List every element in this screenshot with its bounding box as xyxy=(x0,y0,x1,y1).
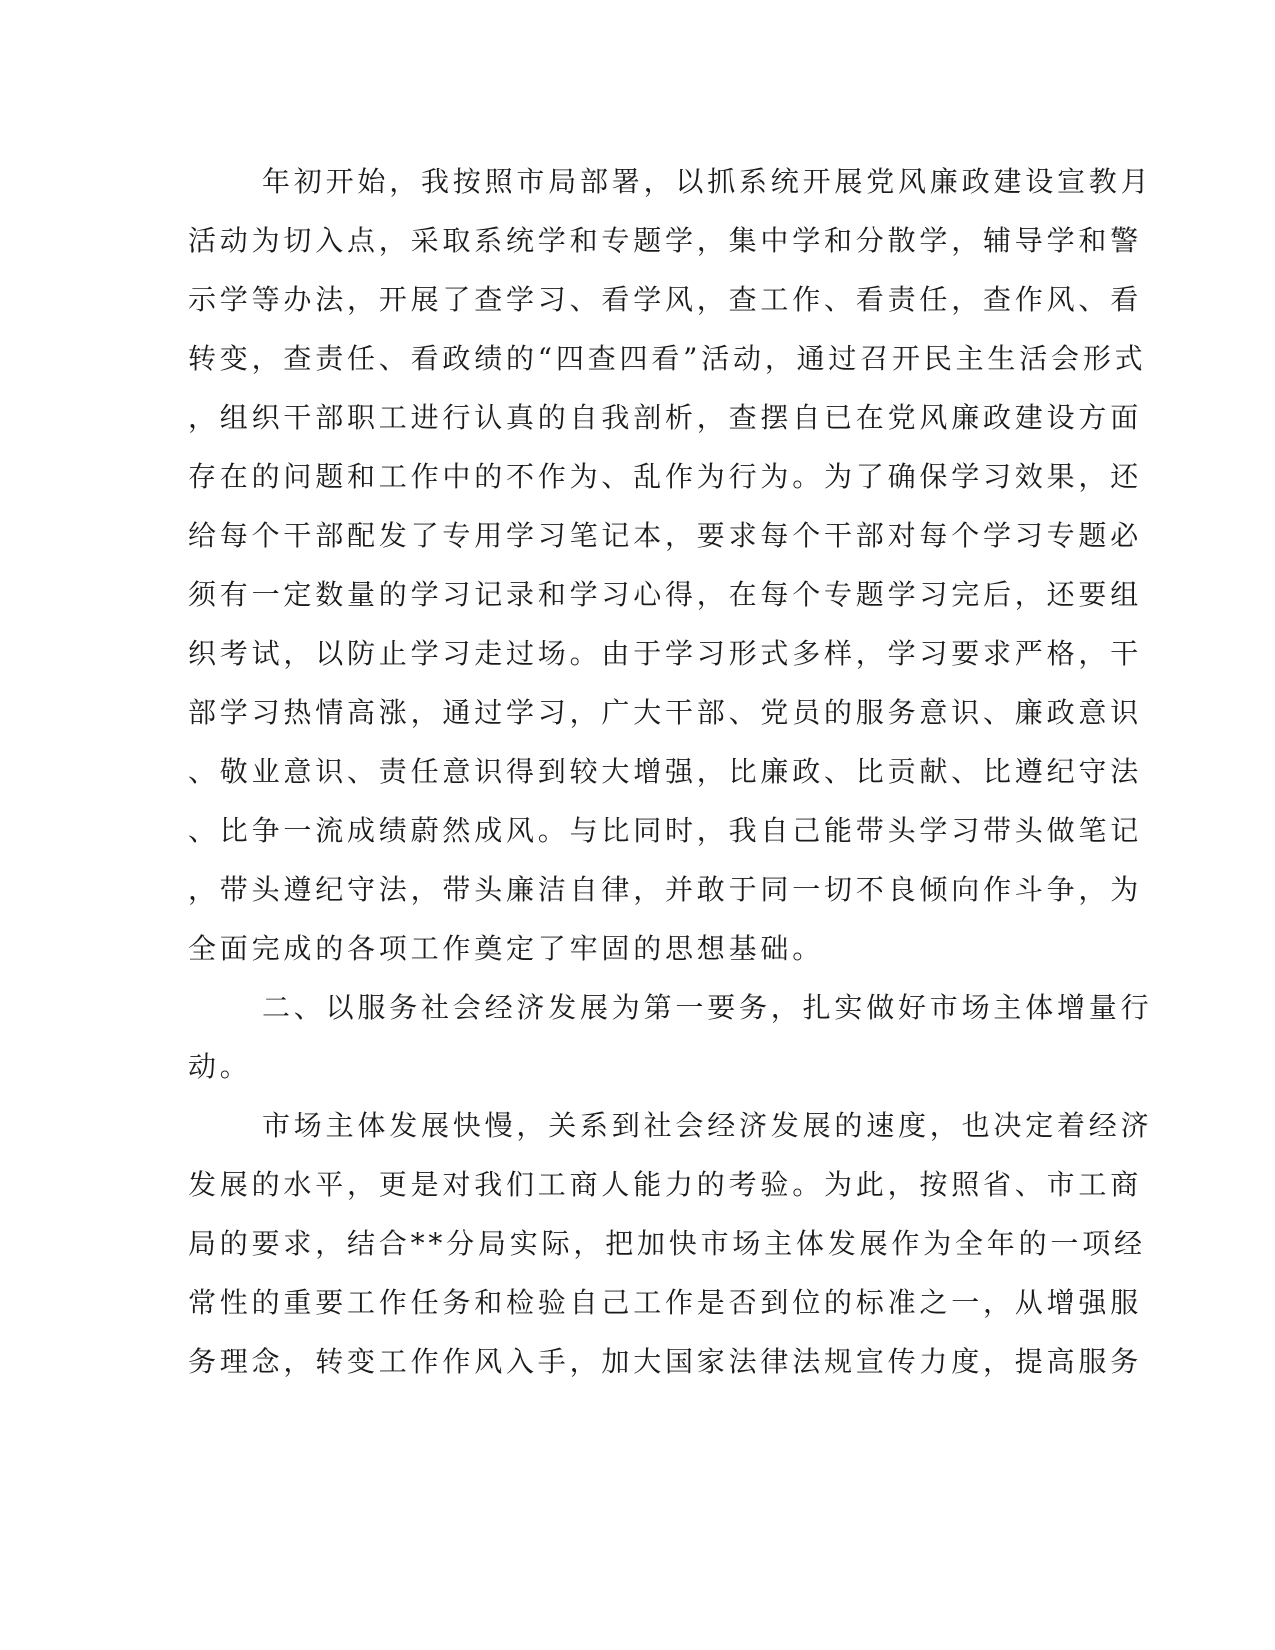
paragraph-1-line-8: 须有一定数量的学习记录和学习心得，在每个专题学习完后，还要组 xyxy=(188,578,1143,611)
paragraph-1-line-14: 全面完成的各项工作奠定了牢固的思想基础。 xyxy=(188,932,825,965)
paragraph-1-line-11: 、敬业意识、责任意识得到较大增强，比廉政、比贡献、比遵纪守法 xyxy=(188,755,1143,788)
paragraph-2-line-5: 务理念，转变工作作风入手，加大国家法律法规宣传力度，提高服务 xyxy=(188,1345,1143,1378)
paragraph-1-line-13: ，带头遵纪守法，带头廉洁自律，并敢于同一切不良倾向作斗争，为 xyxy=(188,873,1143,906)
paragraph-2-line-3: 局的要求，结合**分局实际，把加快市场主体发展作为全年的一项经 xyxy=(188,1227,1146,1260)
paragraph-1-line-2: 活动为切入点，采取系统学和专题学，集中学和分散学，辅导学和警 xyxy=(188,224,1143,257)
paragraph-1-line-6: 存在的问题和工作中的不作为、乱作为行为。为了确保学习效果，还 xyxy=(188,460,1143,493)
paragraph-1-line-12: 、比争一流成绩蔚然成风。与比同时，我自己能带头学习带头做笔记 xyxy=(188,814,1143,847)
paragraph-2-line-1: 市场主体发展快慢，关系到社会经济发展的速度，也决定着经济 xyxy=(262,1109,1153,1142)
section-heading-line-1: 二、以服务社会经济发展为第一要务，扎实做好市场主体增量行 xyxy=(262,991,1153,1024)
paragraph-1-line-10: 部学习热情高涨，通过学习，广大干部、党员的服务意识、廉政意识 xyxy=(188,696,1143,729)
paragraph-2-line-2: 发展的水平，更是对我们工商人能力的考验。为此，按照省、市工商 xyxy=(188,1168,1143,1201)
paragraph-1-line-1: 年初开始，我按照市局部署，以抓系统开展党风廉政建设宣教月 xyxy=(262,165,1153,198)
paragraph-2-line-4: 常性的重要工作任务和检验自己工作是否到位的标准之一，从增强服 xyxy=(188,1286,1143,1319)
paragraph-1-line-4: 转变，查责任、看政绩的“四查四看”活动，通过召开民主生活会形式 xyxy=(188,342,1147,375)
paragraph-1-line-5: ，组织干部职工进行认真的自我剖析，查摆自已在党风廉政建设方面 xyxy=(188,401,1143,434)
paragraph-1-line-3: 示学等办法，开展了查学习、看学风，查工作、看责任，查作风、看 xyxy=(188,283,1143,316)
paragraph-1-line-7: 给每个干部配发了专用学习笔记本，要求每个干部对每个学习专题必 xyxy=(188,519,1143,552)
paragraph-1-line-9: 织考试，以防止学习走过场。由于学习形式多样，学习要求严格，干 xyxy=(188,637,1143,670)
section-heading-line-2: 动。 xyxy=(188,1050,252,1083)
